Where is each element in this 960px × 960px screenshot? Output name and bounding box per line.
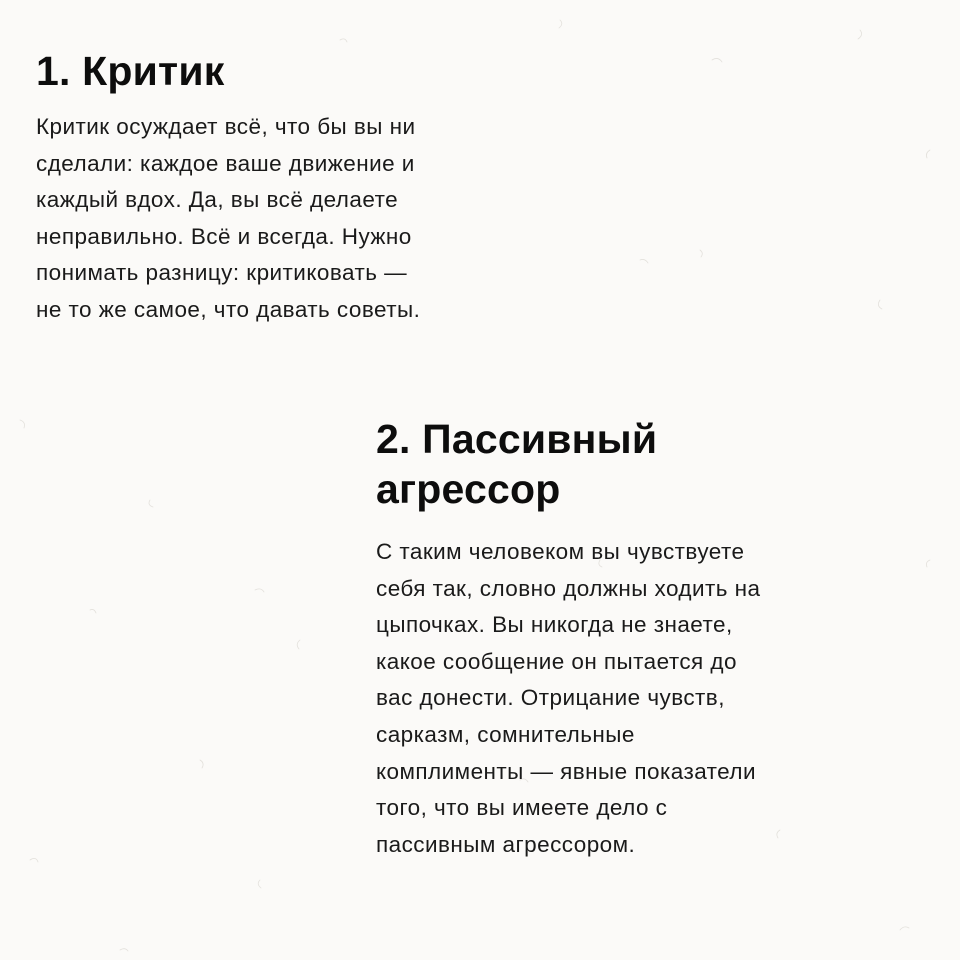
body-line: цыпочках. Вы никогда не знаете, — [376, 612, 733, 638]
body-line: вас донести. Отрицание чувств, — [376, 685, 725, 711]
body-line: того, что вы имеете дело с — [376, 795, 668, 821]
section-critic — [36, 46, 596, 329]
body-line: себя так, словно должны ходить на — [376, 575, 761, 601]
heading-line: 2. Пассивный — [376, 416, 658, 462]
body-line: С таким человеком вы чувствуете — [376, 539, 745, 564]
body-line: неправильно. Всё и всегда. Нужно — [36, 223, 412, 249]
section-body — [36, 109, 596, 329]
body-line: не то же самое, что давать советы. — [36, 296, 421, 322]
heading-line: агрессор — [376, 466, 561, 512]
section-heading — [376, 414, 936, 514]
body-line: сарказм, сомнительные — [376, 721, 635, 747]
body-line: какое сообщение он пытается до — [376, 648, 737, 674]
section-body — [376, 534, 936, 863]
body-line: комплименты — явные показатели — [376, 758, 756, 784]
heading-line: 1. Критик — [36, 48, 225, 94]
body-line: сделали: каждое ваше движение и — [36, 150, 415, 176]
body-line: Критик осуждает всё, что бы вы ни — [36, 114, 416, 139]
body-line: каждый вдох. Да, вы всё делаете — [36, 187, 399, 213]
body-line: пассивным агрессором. — [376, 831, 636, 857]
section-heading — [36, 46, 596, 96]
body-line: понимать разницу: критиковать — — [36, 260, 408, 286]
section-passive-aggressor — [376, 414, 936, 863]
